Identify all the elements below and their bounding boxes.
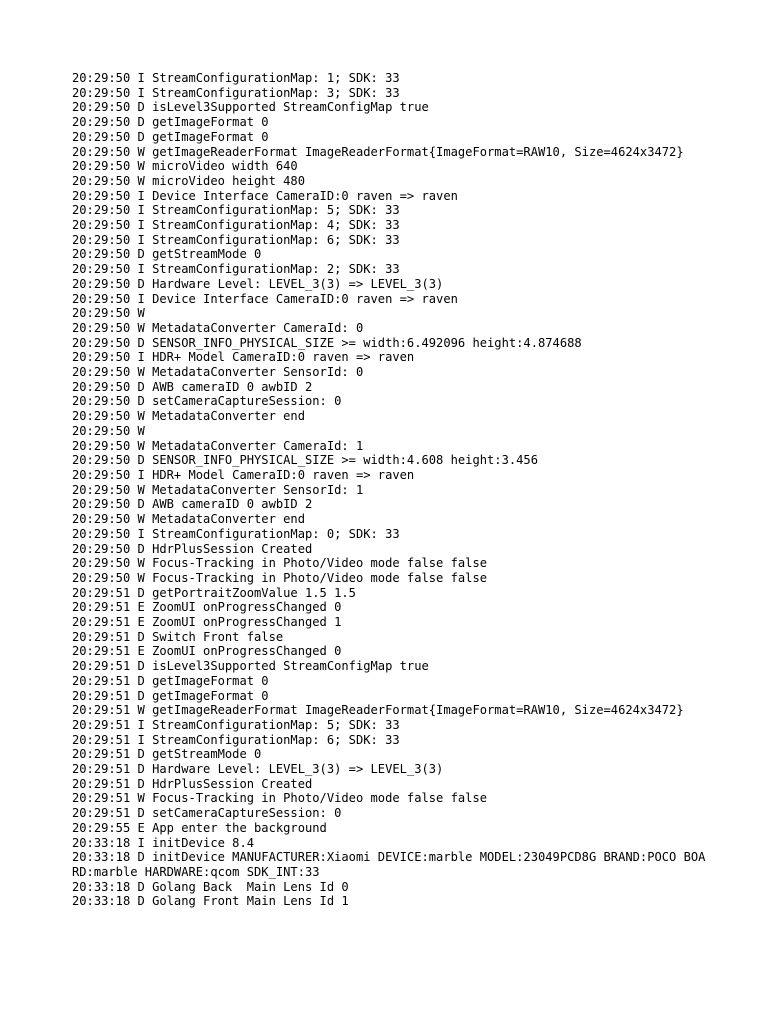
log-line: 20:29:50 I StreamConfigurationMap: 3; SDK: 33 bbox=[72, 85, 400, 100]
log-line: 20:29:50 D setCameraCaptureSession: 0 bbox=[72, 394, 342, 409]
log-line: 20:29:50 D isLevel3Supported StreamConfigMap true bbox=[72, 100, 429, 115]
log-line: 20:29:51 D getPortraitZoomValue 1.5 1.5 bbox=[72, 585, 356, 600]
log-line: 20:29:51 D Switch Front false bbox=[72, 629, 284, 644]
log-line: 20:29:50 D getImageFormat 0 bbox=[72, 129, 269, 144]
log-output bbox=[72, 71, 712, 909]
log-line: 20:29:51 D getStreamMode 0 bbox=[72, 747, 262, 762]
log-line: 20:29:50 I StreamConfigurationMap: 1; SDK: 33 bbox=[72, 71, 400, 85]
log-line: 20:29:51 D Hardware Level: LEVEL_3(3) => LEVEL_3(3) bbox=[72, 762, 444, 777]
log-line: 20:29:50 W Focus-Tracking in Photo/Video mode false false bbox=[72, 556, 488, 571]
log-line: 20:29:50 I StreamConfigurationMap: 2; SDK: 33 bbox=[72, 262, 400, 277]
log-line: 20:29:50 D SENSOR_INFO_PHYSICAL_SIZE >= width:6.492096 height:4.874688 bbox=[72, 335, 582, 350]
log-line: 20:29:51 W getImageReaderFormat ImageReaderFormat{ImageFormat=RAW10, Size=4624x3472} bbox=[72, 703, 684, 718]
log-line: 20:29:51 E ZoomUI onProgressChanged 0 bbox=[72, 600, 342, 615]
log-line: 20:29:50 I StreamConfigurationMap: 0; SDK: 33 bbox=[72, 526, 400, 541]
log-line: 20:29:50 I Device Interface CameraID:0 raven => raven bbox=[72, 188, 458, 203]
log-line: 20:29:50 W microVideo height 480 bbox=[72, 173, 305, 188]
log-line: 20:29:50 W MetadataConverter SensorId: 0 bbox=[72, 365, 364, 380]
log-line: 20:29:50 I StreamConfigurationMap: 6; SDK: 33 bbox=[72, 232, 400, 247]
log-line: 20:29:50 D SENSOR_INFO_PHYSICAL_SIZE >= width:4.608 height:3.456 bbox=[72, 453, 538, 468]
log-line: 20:29:50 W MetadataConverter CameraId: 1 bbox=[72, 438, 364, 453]
log-line: 20:29:50 W bbox=[72, 306, 145, 321]
log-line: 20:29:50 D getImageFormat 0 bbox=[72, 115, 269, 130]
log-line: 20:33:18 D Golang Back Main Lens Id 0 bbox=[72, 879, 349, 894]
log-line: 20:29:51 D getImageFormat 0 bbox=[72, 688, 269, 703]
log-line: 20:29:50 W MetadataConverter end bbox=[72, 512, 305, 527]
log-line: 20:29:51 W Focus-Tracking in Photo/Video mode false false bbox=[72, 791, 488, 806]
log-line: 20:29:51 D setCameraCaptureSession: 0 bbox=[72, 806, 342, 821]
log-line: 20:29:50 D HdrPlusSession Created bbox=[72, 541, 313, 556]
log-line: 20:29:51 E ZoomUI onProgressChanged 1 bbox=[72, 615, 342, 630]
log-line: 20:29:51 D getImageFormat 0 bbox=[72, 673, 269, 688]
log-line: 20:29:51 I StreamConfigurationMap: 6; SDK: 33 bbox=[72, 732, 400, 747]
log-line: 20:29:51 D HdrPlusSession Created bbox=[72, 776, 313, 791]
log-line: 20:29:50 W bbox=[72, 423, 145, 438]
log-line: 20:29:50 W MetadataConverter CameraId: 0 bbox=[72, 320, 364, 335]
log-line: 20:29:51 D isLevel3Supported StreamConfigMap true bbox=[72, 659, 429, 674]
log-line: 20:29:50 W Focus-Tracking in Photo/Video mode false false bbox=[72, 570, 488, 585]
log-line: 20:29:50 I Device Interface CameraID:0 raven => raven bbox=[72, 291, 458, 306]
log-line: 20:29:50 I HDR+ Model CameraID:0 raven => raven bbox=[72, 350, 415, 365]
log-line: 20:29:50 W MetadataConverter SensorId: 1 bbox=[72, 482, 364, 497]
log-line: 20:29:51 E ZoomUI onProgressChanged 0 bbox=[72, 644, 342, 659]
log-line: 20:29:50 W MetadataConverter end bbox=[72, 409, 305, 424]
log-line: 20:29:50 W microVideo width 640 bbox=[72, 159, 298, 174]
log-line: 20:29:50 I StreamConfigurationMap: 5; SDK: 33 bbox=[72, 203, 400, 218]
log-line: 20:29:50 I HDR+ Model CameraID:0 raven => raven bbox=[72, 467, 415, 482]
log-line: 20:29:50 W getImageReaderFormat ImageReaderFormat{ImageFormat=RAW10, Size=4624x3472} bbox=[72, 144, 684, 159]
log-line: 20:29:50 D getStreamMode 0 bbox=[72, 247, 262, 262]
log-line: 20:29:50 I StreamConfigurationMap: 4; SDK: 33 bbox=[72, 218, 400, 233]
log-line: 20:29:51 I StreamConfigurationMap: 5; SDK: 33 bbox=[72, 717, 400, 732]
log-line: 20:33:18 D initDevice MANUFACTURER:Xiaomi DEVICE:marble MODEL:23049PCD8G BRAND:POCO BOARD:marble HARDWARE:qcom SDK_INT:33 bbox=[72, 850, 706, 879]
log-line: 20:29:50 D Hardware Level: LEVEL_3(3) => LEVEL_3(3) bbox=[72, 276, 444, 291]
log-line: 20:29:50 D AWB cameraID 0 awbID 2 bbox=[72, 379, 313, 394]
log-line: 20:29:50 D AWB cameraID 0 awbID 2 bbox=[72, 497, 313, 512]
log-line: 20:29:55 E App enter the background bbox=[72, 820, 327, 835]
log-line: 20:33:18 I initDevice 8.4 bbox=[72, 835, 255, 850]
log-line: 20:33:18 D Golang Front Main Lens Id 1 bbox=[72, 894, 349, 909]
